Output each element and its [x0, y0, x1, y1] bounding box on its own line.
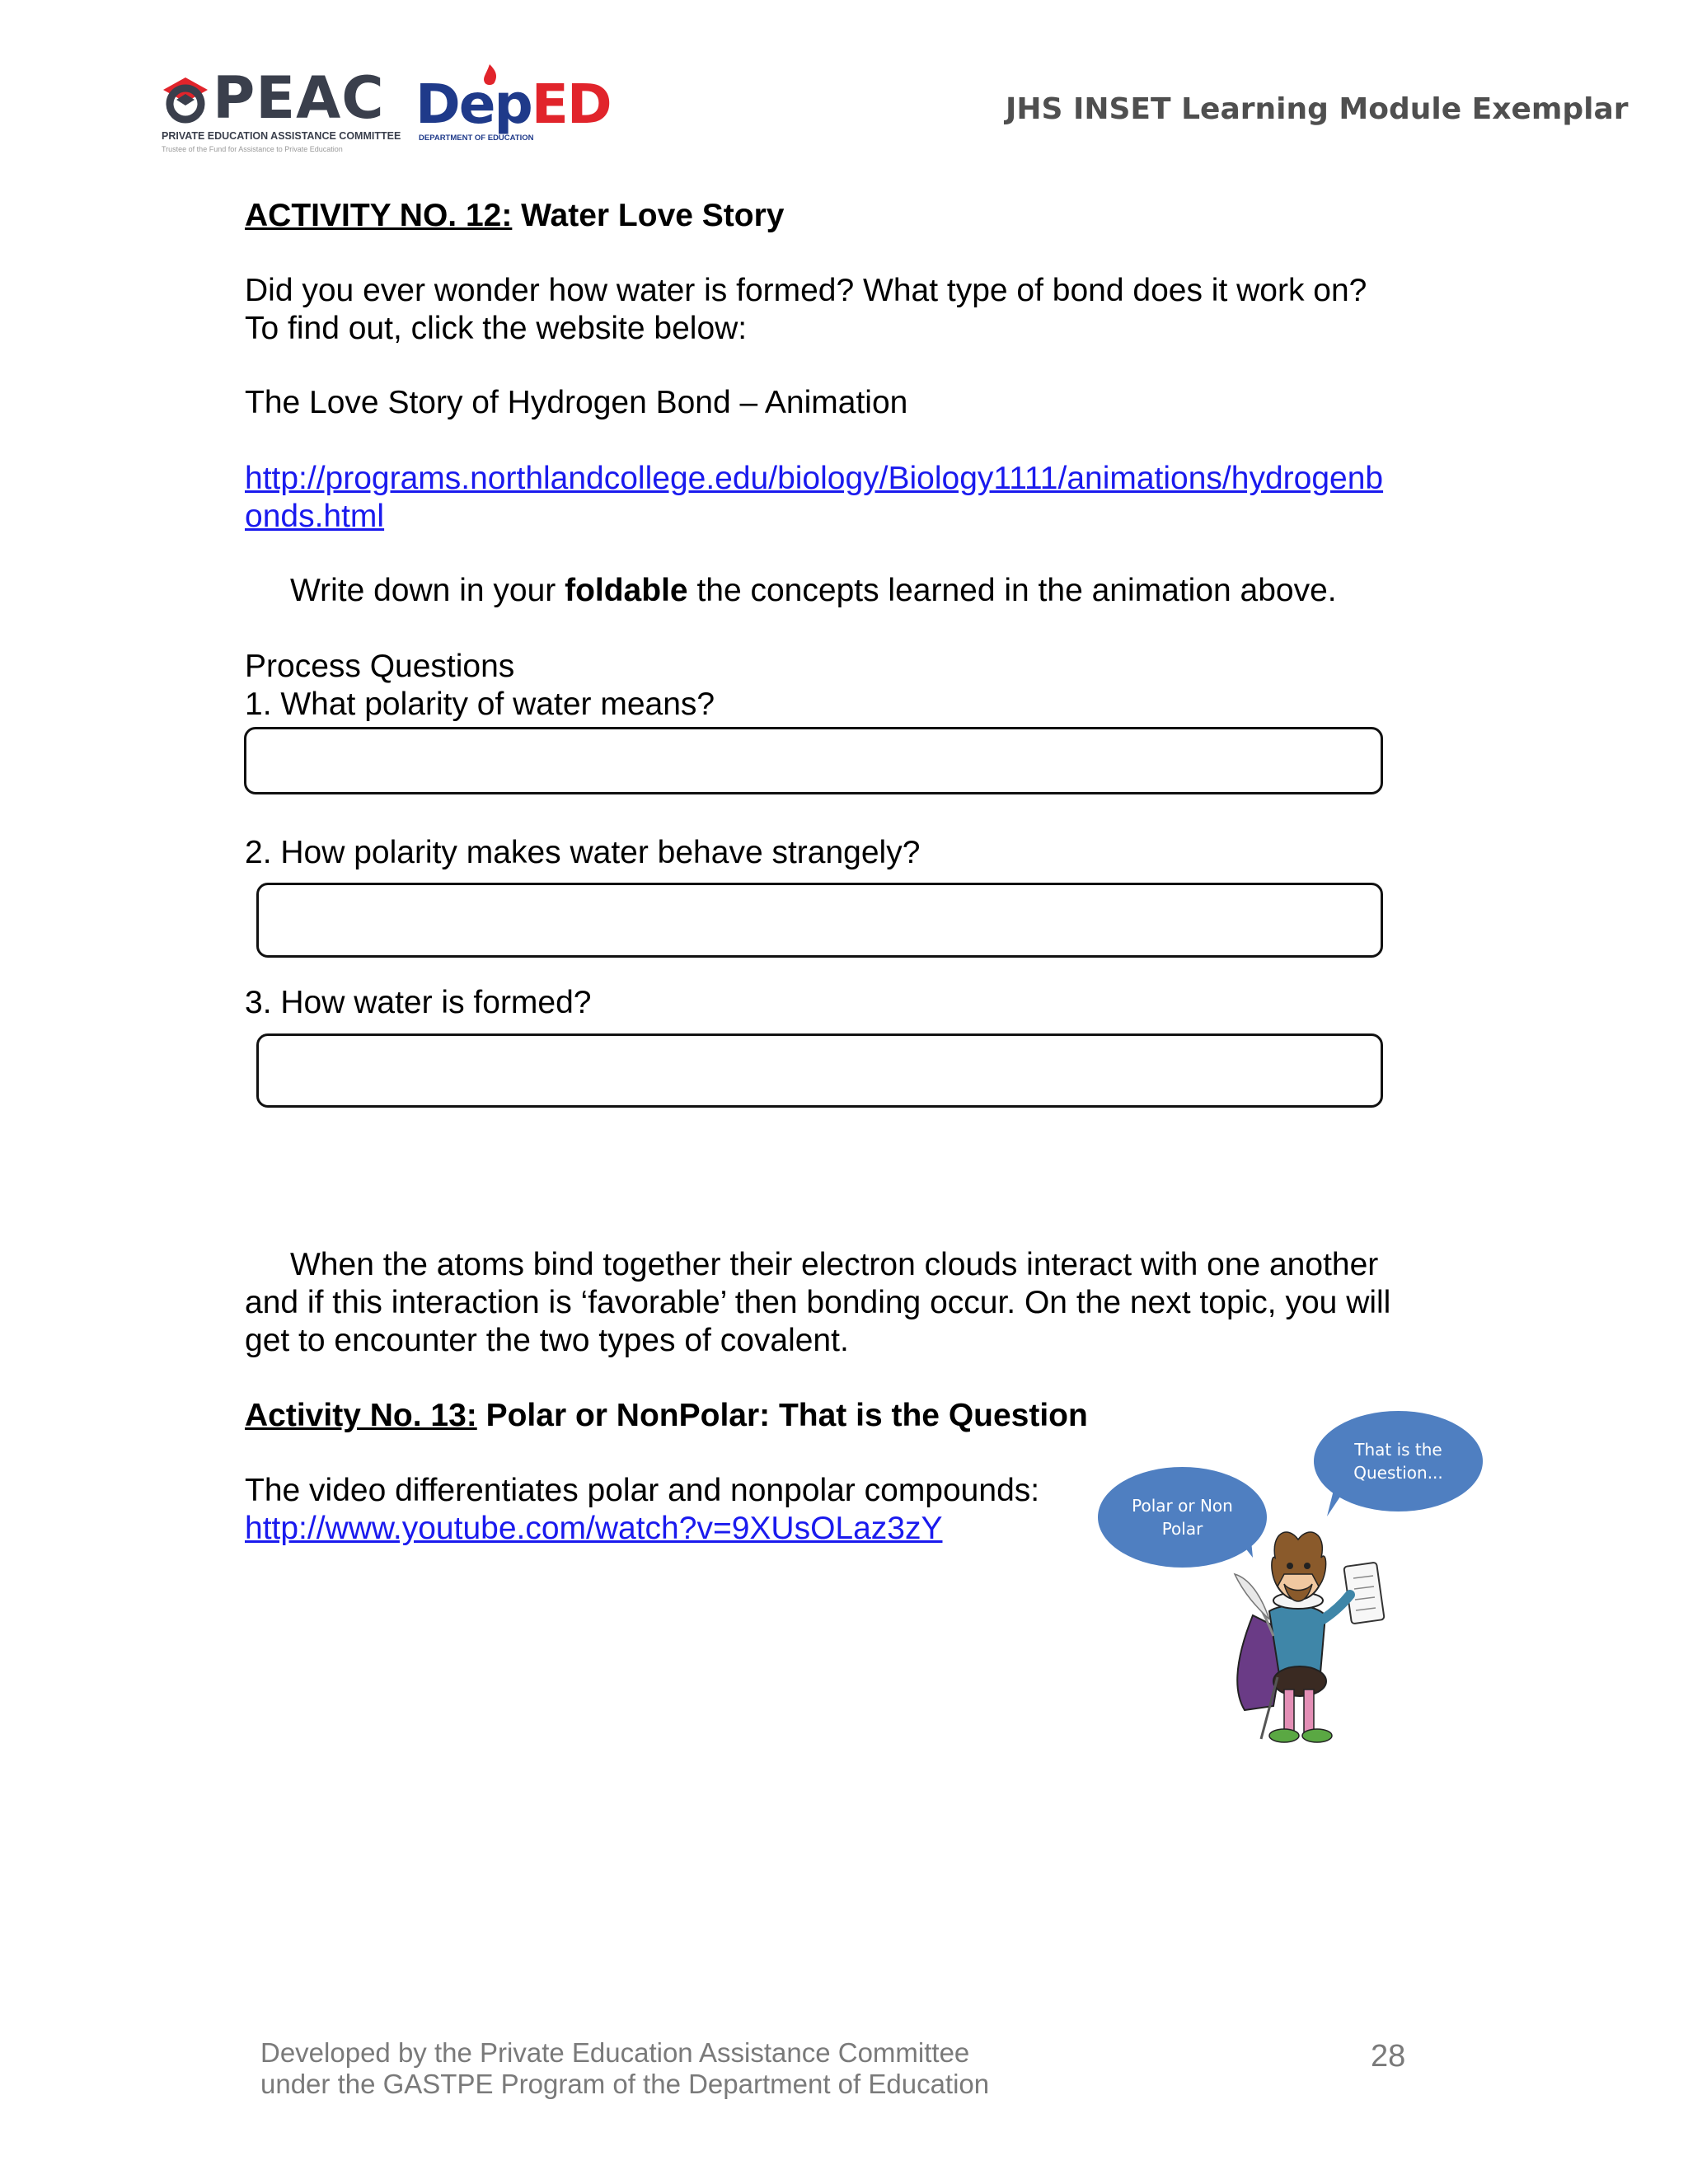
answer-box-1[interactable] [244, 727, 1383, 794]
animation-link[interactable] [245, 460, 1383, 536]
animation-link-line2[interactable]: onds.html [245, 499, 385, 534]
intro-line1: Did you ever wonder how water is formed? What type of bond does it work on? [245, 273, 1367, 308]
header [0, 0, 1688, 165]
speech-bubble-right: That is the Question... [1314, 1411, 1483, 1511]
instruction-pre: Write down in your [290, 573, 565, 608]
question-3: 3. How water is formed? [245, 985, 592, 1020]
activity12-intro [245, 272, 1367, 348]
footer-line2: under the GASTPE Program of the Department of Education [260, 2069, 990, 2099]
speech-bubble-left: Polar or Non Polar [1098, 1467, 1267, 1568]
deped-subtitle: DEPARTMENT OF EDUCATION [419, 134, 534, 143]
answer-box-2[interactable] [256, 883, 1383, 958]
activity12-title: Water Love Story [512, 198, 785, 233]
activity13-text: The video differentiates polar and nonpolar compounds: [245, 1473, 1040, 1508]
shakespeare-figure-icon [1235, 1532, 1385, 1742]
page-number: 28 [1371, 2039, 1406, 2074]
deped-logo-text: DepED [415, 73, 611, 136]
transition-line3: get to encounter the two types of covalent. [245, 1323, 849, 1358]
resource-title: The Love Story of Hydrogen Bond – Animation [245, 385, 908, 420]
peac-tagline: Trustee of the Fund for Assistance to Private Education [162, 145, 343, 153]
transition-line1: When the atoms bind together their electron clouds interact with one another [290, 1247, 1379, 1282]
foldable-instruction [290, 572, 1337, 610]
footer-credit [260, 2037, 989, 2100]
activity13-label: Activity No. 13: [245, 1398, 477, 1433]
shakespeare-illustration [1096, 1409, 1492, 1764]
peac-subtitle: PRIVATE EDUCATION ASSISTANCE COMMITTEE [162, 130, 401, 142]
peac-emblem-icon [162, 76, 209, 124]
peac-logo [162, 64, 401, 155]
activity12-heading [245, 197, 784, 235]
answer-box-3[interactable] [256, 1033, 1383, 1108]
transition-line2: and if this interaction is ‘favorable’ then bonding occur. On the next topic, you will [245, 1285, 1391, 1320]
youtube-link[interactable]: http://www.youtube.com/watch?v=9XUsOLaz3zY [245, 1511, 943, 1546]
instruction-bold: foldable [565, 573, 688, 608]
question-2: 2. How polarity makes water behave strangely? [245, 835, 921, 870]
transition-paragraph [245, 1246, 1390, 1360]
question-1: 1. What polarity of water means? [245, 687, 715, 722]
intro-line2: To find out, click the website below: [245, 311, 748, 346]
instruction-post: the concepts learned in the animation above. [687, 573, 1337, 608]
peac-logo-text: PEAC [213, 64, 385, 132]
activity13-title: Polar or NonPolar: That is the Question [476, 1398, 1088, 1433]
footer-line1: Developed by the Private Education Assistance Committee [260, 2037, 970, 2068]
activity13-heading [245, 1397, 1088, 1435]
activity12-label: ACTIVITY NO. 12: [245, 198, 513, 233]
module-title: JHS INSET Learning Module Exemplar [1006, 92, 1629, 126]
deped-logo [415, 64, 611, 147]
animation-link-line1[interactable]: http://programs.northlandcollege.edu/biology/Biology1111/animations/hydrogenb [245, 461, 1384, 496]
process-questions-heading: Process Questions [245, 649, 515, 684]
